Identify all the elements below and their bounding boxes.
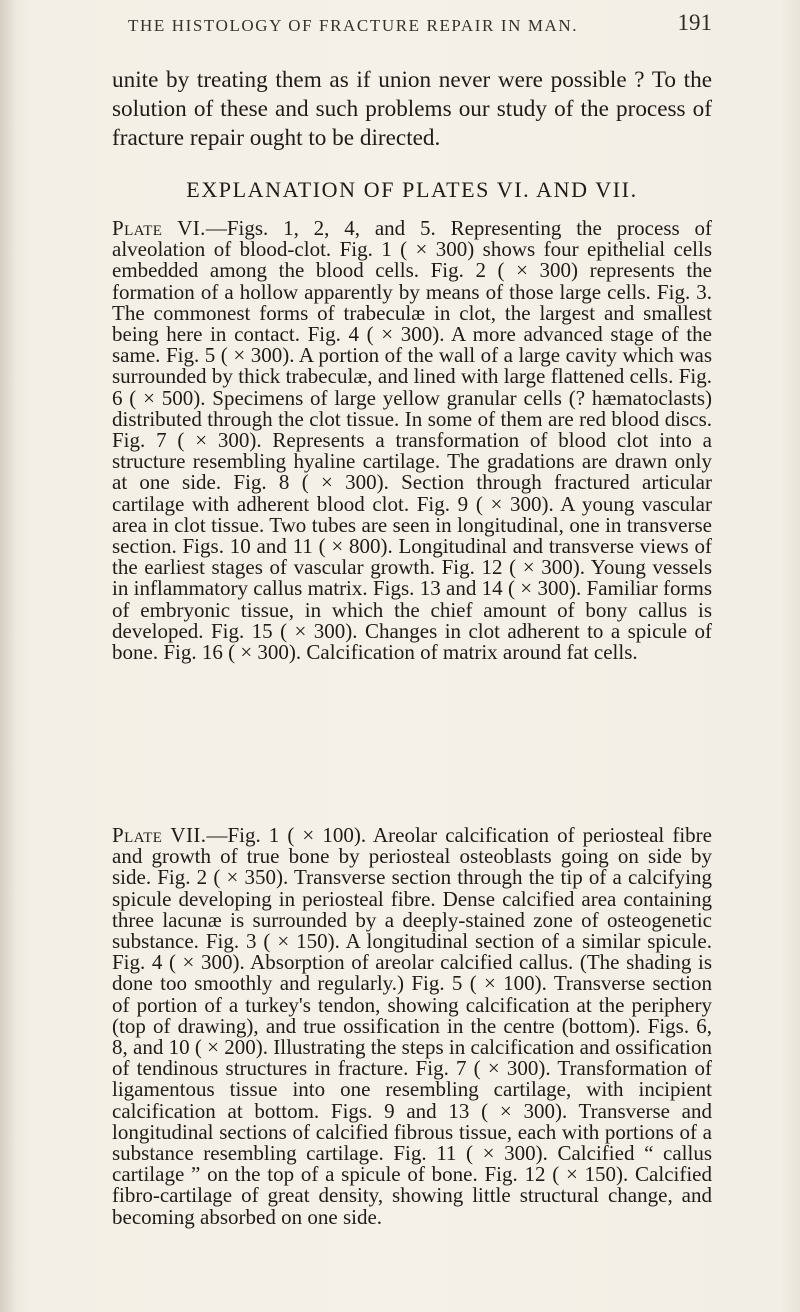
page-number: 191	[677, 10, 712, 35]
plate-vi-explanation	[112, 218, 712, 663]
running-title: THE HISTOLOGY OF FRACTURE REPAIR IN MAN.	[128, 16, 579, 35]
page-binding-shadow	[0, 0, 16, 1312]
plate-vi-label: Plate VI.	[112, 216, 206, 240]
plate-vii-text: —Fig. 1 ( × 100). Areolar calcification of periosteal fibre and growth of true bone by periosteal osteoblasts going on side by side. Fig. 2 ( × 350). Transverse section through the tip of a calcifying spicule developing in periosteal fibre. Dense calcified area containing three lacunæ is surrounded by a deeply-stained zone of osteogenetic substance. Fig. 3 ( × 150). A longitudinal section of a similar spicule. Fig. 4 ( × 300). Absorption of areolar calcified callus. (The shading is done too smoothly and regularly.) Fig. 5 ( × 100). Transverse section of portion of a turkey's tendon, showing calcification at the periphery (top of drawing), and true ossification in the centre (bottom). Figs. 6, 8, and 10 ( × 200). Illustrating the steps in calcification and ossification of tendinous structures in fracture. Fig. 7 ( × 300). Transformation of ligamentous tissue into one resembling cartilage, with incipient calcification at bottom. Figs. 9 and 13 ( × 300). Transverse and longitudinal sections of calcified fibrous tissue, each with portions of a substance resembling cartilage. Fig. 11 ( × 300). Calcified “ callus cartilage ” on the top of a spicule of bone. Fig. 12 ( × 150). Calcified fibro-cartilage of great density, showing little structural change, and becoming absorbed on one side.	[112, 823, 712, 1229]
plate-vii-label: Plate VII.	[112, 823, 207, 847]
plate-vi-text: —Figs. 1, 2, 4, and 5. Representing the process of alveolation of blood-clot. Fig. 1 ( × 300) shows four epithelial cells embedded among the blood cells. Fig. 2 ( × 300) represents the formation of a hollow apparently by means of those large cells. Fig. 3. The commonest forms of trabeculæ in clot, the largest and smallest being here in contact. Fig. 4 ( × 300). A more advanced stage of the same. Fig. 5 ( × 300). A portion of the wall of a large cavity which was surrounded by thick trabeculæ, and lined with large flattened cells. Fig. 6 ( × 500). Specimens of large yellow granular cells (? hæmatoclasts) distributed through the clot tissue. In some of them are red blood discs. Fig. 7 ( × 300). Represents a transformation of blood clot into a structure resembling hyaline cartilage. The gradations are drawn only at one side. Fig. 8 ( × 300). Section through fractured articular cartilage with adherent blood clot. Fig. 9 ( × 300). A young vascular area in clot tissue. Two tubes are seen in longitudinal, one in transverse section. Figs. 10 and 11 ( × 800). Longitudinal and transverse views of the earliest stages of vascular growth. Fig. 12 ( × 300). Young vessels in inflammatory callus matrix. Figs. 13 and 14 ( × 300). Familiar forms of embryonic tissue, in which the chief amount of bony callus is developed. Fig. 15 ( × 300). Changes in clot adherent to a spicule of bone. Fig. 16 ( × 300). Calcification of matrix around fat cells.	[112, 216, 712, 665]
opening-paragraph: unite by treating them as if union never were possible ? To the solution of these and such problems our study of the process of fracture repair ought to be directed.	[112, 67, 712, 151]
running-header	[108, 12, 712, 48]
plate-vii-explanation	[112, 825, 712, 1228]
section-heading: EXPLANATION OF PLATES VI. AND VII.	[186, 177, 638, 202]
